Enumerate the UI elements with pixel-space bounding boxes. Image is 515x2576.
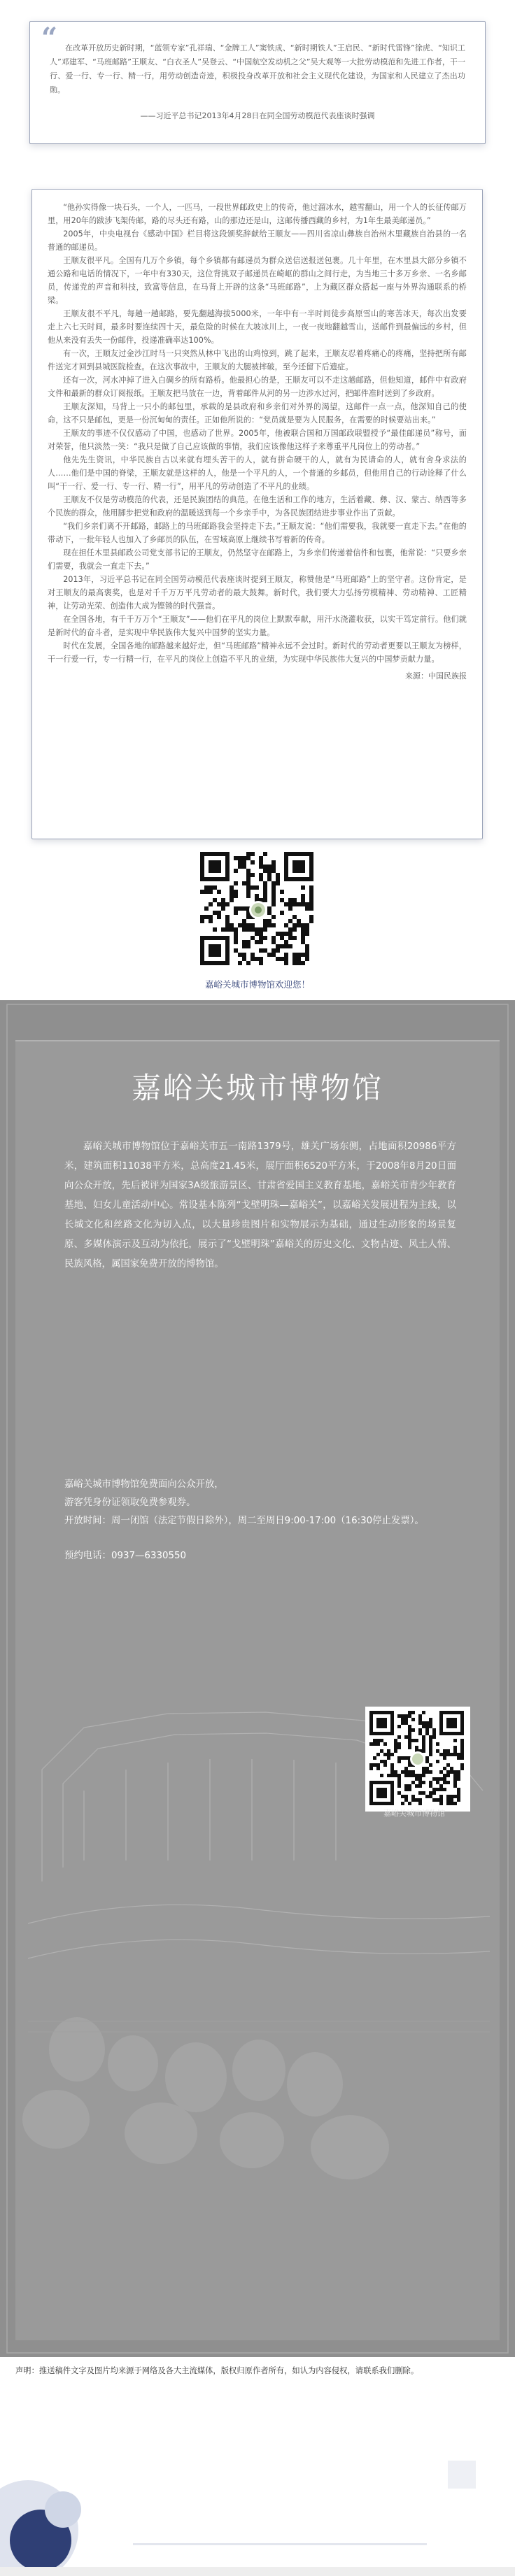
article-source: 来源：中国民族报: [405, 671, 467, 681]
article-paragraph: 王顺友不仅是劳动模范的代表，还是民族团结的典范。在他生活和工作的地方，生活着藏、彝、汉、蒙古、纳西等多个民族的群众，他用脚步把党和政府的温暖送到每一个乡亲手中，为各民族团结进步事业作出了贡献。: [48, 495, 467, 518]
museum-qr-code[interactable]: [365, 1707, 470, 1812]
article-paragraph: 王顺友的事迹不仅仅感动了中国，也感动了世界。2005年，他被联合国和万国邮政联盟授予“最佳邮递员”称号，面对荣誉，他只淡然一笑：“我只是做了自己应该做的事情，我们应该像他这样子来尊重平凡岗位上的劳动者。”: [48, 429, 467, 451]
qr-code-icon: [200, 852, 316, 968]
info-line-hours: 开放时间：周一闭馆（法定节假日除外），周二至周日9:00-17:00（16:30停止发票）。: [64, 1516, 424, 1526]
article-paragraph: 还有一次，河水冲掉了进入白碉乡的所有路桥。他最担心的是，王顺友可以不走这趟邮路，但他知道，邮件中有政府文件和最新的群众订阅报纸。王顺友把马放在一边，背着邮件从河的另一边涉水过河，把邮件准时送到了乡政府。: [48, 376, 467, 398]
article-card: [31, 189, 483, 839]
quote-text: 在改革开放历史新时期，“蓝领专家”孔祥瑞、“金牌工人”窦铁成、“新时期铁人”王启民、“新时代雷锋”徐虎、“知识工人”邓建军、“马班邮路”王顺友、“白衣圣人”吴登云、“中国航空发动机之父”吴大观等一大批劳动模范和先进工作者，干一行、爱一行、专一行、精一行，用劳动创造奇迹，积极投身改革开放和社会主义现代化建设，为国家和人民建立了杰出功勋。: [50, 43, 465, 94]
museum-qr-code-icon: [369, 1711, 466, 1807]
info-line-free: 嘉峪关城市博物馆免费面向公众开放，: [64, 1479, 224, 1490]
museum-title: 嘉峪关城市博物馆: [131, 1071, 383, 1105]
disclaimer-text: 声明：推送稿件文字及图片均来源于网络及各大主流媒体，版权归原作者所有，如认为内容侵权，请联系我们删除。: [15, 2366, 419, 2375]
article-paragraph: 有一次，王顺友过金沙江时马一只突然从林中飞出的山鸡惊到，跳了起来，王顺友忍着疼痛心的疼痛，坚持把所有邮件送完才回到县城医院检查。在这次事故中，王顺友的大腿被摔破，至今还留下后遗症。: [48, 349, 467, 371]
article-paragraph: “他孙实得像一块石头，一个人，一匹马，一段世界邮政史上的传奇，他过溜冰水，越雪翻山，用一个人的长征传邮万里，用20年的跋涉飞架传邮，路的尽头还有路，山的那边还是山，这邮传播西藏的乡村，为1年生最美邮递员。”: [48, 203, 467, 225]
quote-source: ——习近平总书记2013年4月28日在同全国劳动模范代表座谈时强调: [140, 111, 375, 120]
museum-visit-info: [64, 1476, 463, 1565]
museum-description: 嘉峪关城市博物馆位于嘉峪关市五一南路1379号，雄关广场东侧，占地面积20986平方米，建筑面积11038平方米，总高度21.45米，展厅面积6520平方米，于2008年8月20日面向公众开放，先后被评为国家3A级旅游景区、甘肃省爱国主义教育基地，嘉峪关市青少年教育基地、妇女儿童活动中心。常设基本陈列“戈壁明珠—嘉峪关”，以嘉峪关发展进程为主线，以长城文化和丝路文化为切入点，以大量珍贵图片和实物展示为基础，通过生动形象的场景复原、多媒体演示及互动为依托，展示了“戈壁明珠”嘉峪关的历史文化、文物古迹、风土人情、民族风格，属国家免费开放的博物馆。: [64, 1141, 456, 1269]
article-paragraph: “我们乡亲们离不开邮路，邮路上的马班邮路我会坚持走下去。”王顺友说：“他们需要我，我就要一直走下去。”在他的带动下，一批年轻人也加入了乡邮员的队伍，在雪域高原上继续书写着新的传奇。: [48, 522, 467, 544]
info-line-ticket: 游客凭身份证领取免费参观券。: [64, 1497, 196, 1508]
qr-code[interactable]: [200, 852, 316, 968]
article-paragraph: 王顺友很平凡。全国有几万个乡镇，每个乡镇都有邮递员为群众送信送报送包裹。几十年里，在木里县大部分乡镇不通公路和电话的情况下，一年中有330天，这位背挑双子邮递员在崎岖的群山之间行走，为当地三十多万乡亲、一名乡邮员，传递党的声音和科技，致富等信息，在马背上开辟的这条“马班邮路”，上为藏区群众搭起一座与外界沟通联系的桥梁。: [48, 256, 467, 305]
bottom-decoration: [0, 2391, 515, 2576]
info-line-phone: 预约电话：0937—6330550: [64, 1551, 187, 1561]
article-paragraph: 现在担任木里县邮政公司党支部书记的王顺友，仍然坚守在邮路上，为乡亲们传递着信件和包裹，他常说：“只要乡亲们需要，我就会一直走下去。”: [48, 548, 467, 571]
article-paragraph: 2013年，习近平总书记在同全国劳动模范代表座谈时提到王顺友，称赞他是“马班邮路”上的坚守者。这份肯定，是对王顺友的最高褒奖，也是对千千万万平凡劳动者的最大鼓舞。新时代，我们要大力弘扬劳模精神、劳动精神、工匠精神，让劳动光荣、创造伟大成为铿锵的时代强音。: [48, 575, 467, 611]
article-paragraph: 2005年，中央电视台《感动中国》栏目将这段颁奖辞献给王顺友——四川省凉山彝族自治州木里藏族自治县的一名普通的邮递员。: [48, 229, 467, 252]
qr-caption: 嘉峪关城市博物馆欢迎您！: [204, 979, 310, 990]
quote-mark: “: [41, 22, 58, 55]
museum-watermark: 嘉峪关城市博物馆: [383, 1809, 445, 1818]
quote-card: [29, 21, 486, 144]
article-paragraph: 王顺友深知，马背上一只小的邮包里，承载的是县政府和乡亲们对外界的渴望，这邮件一点一点，他深知自己的使命，这不只是邮包，更是一份沉甸甸的责任。正如他所说的：“党员就是要为人民服务，在需要的时候要站出来。”: [48, 402, 467, 425]
article-paragraph: 他先先生资讯，中华民族自古以来就有埋头苦干的人，就有拼命硬干的人，就有为民请命的人，就有舍身求法的人……他们是中国的脊梁，王顺友就是这样的人，他是一个平凡的人，一个普通的乡邮员，但他用自己的行动诠释了什么叫“干一行、爱一行、专一行、精一行”，用平凡的劳动创造了不平凡的业绩。: [48, 455, 467, 491]
article-paragraph: 王顺友很不平凡，每趟一趟邮路，要先翻越海拔5000米，一年中有一半时间徒步高原雪山的寒苦冰天，每次出发要走上六七天时间，最多时要连续四十天，最危险的时候在大坡冰川上，一夜一夜地翻越雪山，送邮件到最偏远的乡村，但他从来没有丢失一份邮件，投递准确率达100%。: [48, 309, 467, 345]
article-paragraph: 时代在发展，全国各地的邮路越来越好走，但“马班邮路”精神永远不会过时。新时代的劳动者更要以王顺友为榜样，干一行爱一行，专一行精一行，在平凡的岗位上创造不平凡的业绩，为实现中华民族伟大复兴的中国梦贡献力量。: [48, 641, 467, 664]
museum-section: [0, 1000, 515, 2357]
article-body: [48, 201, 467, 666]
article-paragraph: 在全国各地，有千千万万个“王顺友”——他们在平凡的岗位上默默奉献，用汗水浇灌收获，以实干笃定前行。他们就是新时代的奋斗者，是实现中华民族伟大复兴中国梦的坚实力量。: [48, 615, 467, 637]
